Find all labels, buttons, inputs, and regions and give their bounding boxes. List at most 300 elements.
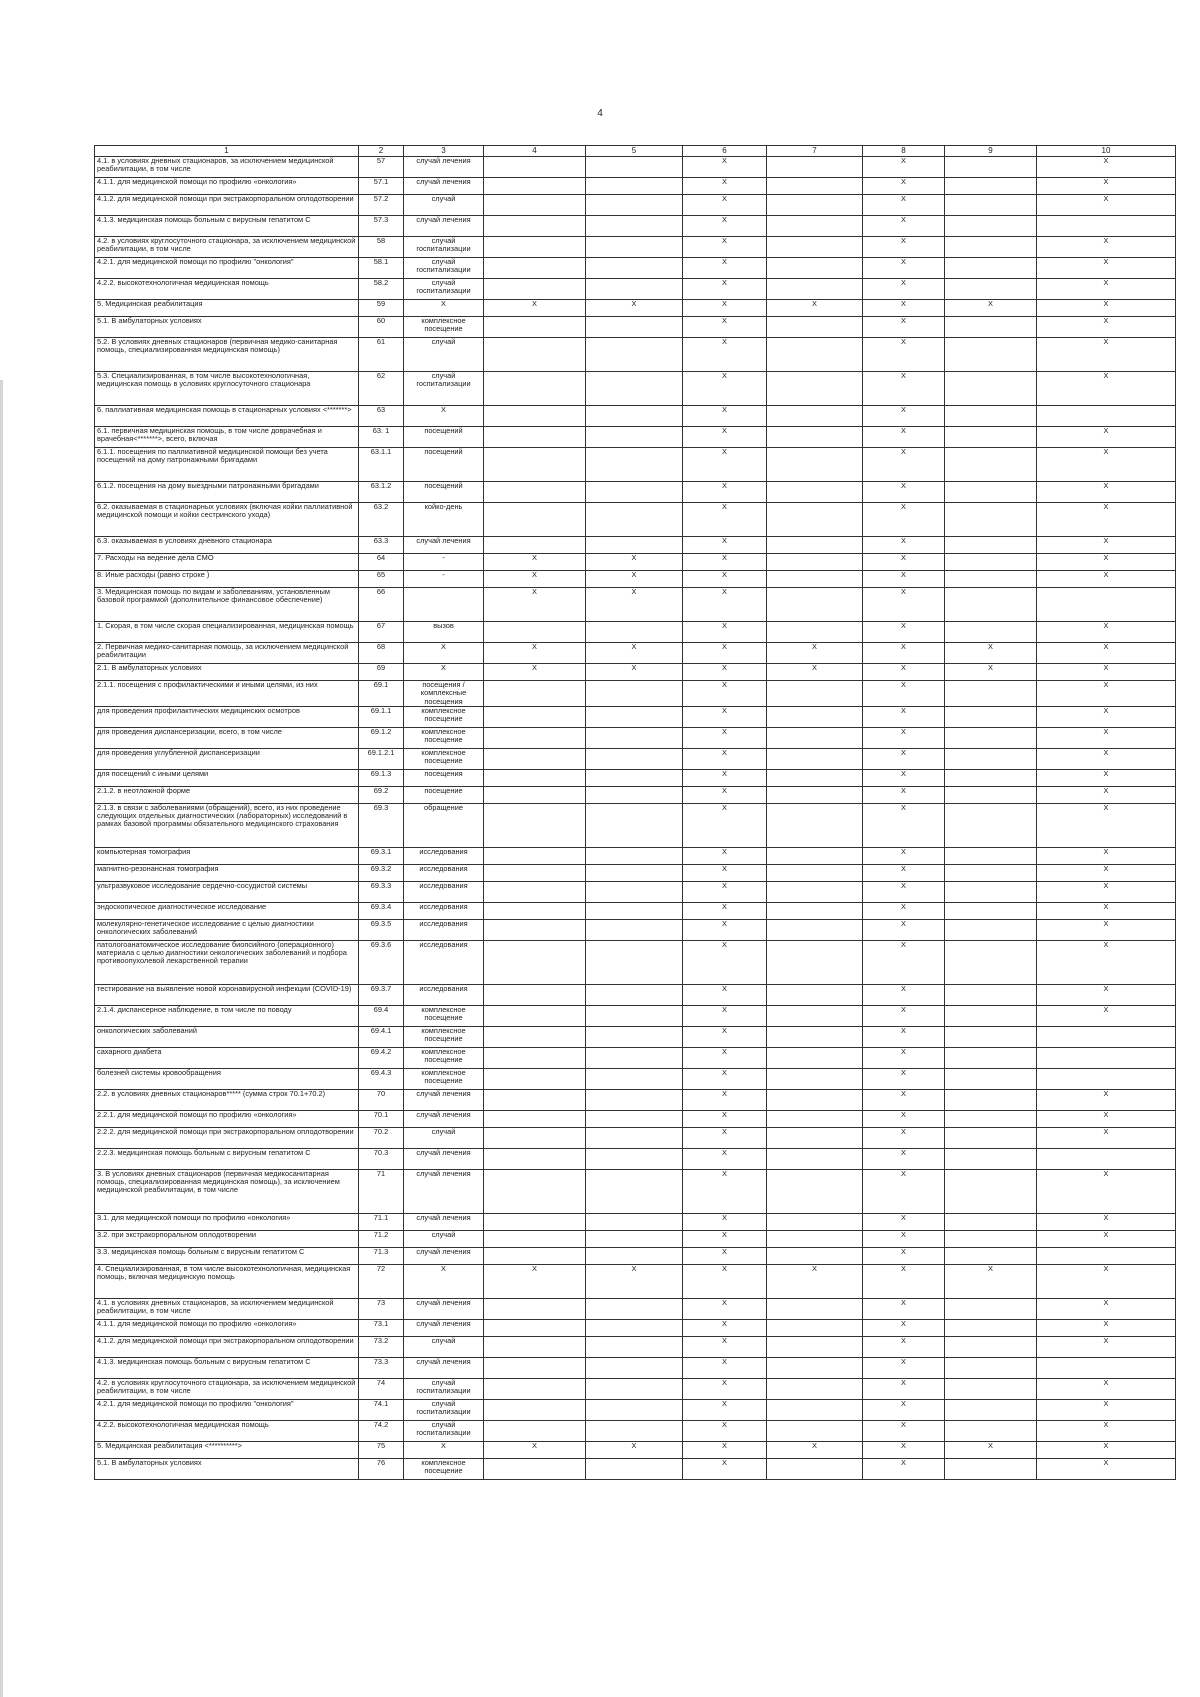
table-cell: посещений (404, 482, 484, 503)
table-cell: X (863, 902, 945, 919)
table-cell: X (683, 157, 767, 178)
table-cell: 74.2 (359, 1420, 404, 1441)
table-cell (484, 1005, 586, 1026)
table-cell: X (586, 300, 683, 317)
table-cell: X (863, 1399, 945, 1420)
table-cell: исследования (404, 902, 484, 919)
table-cell: X (1037, 195, 1176, 216)
table-cell (945, 178, 1037, 195)
table-cell: X (683, 1230, 767, 1247)
table-cell: X (683, 406, 767, 427)
table-cell: 5.1. В амбулаторных условиях (95, 1458, 359, 1479)
table-cell: случай госпитализации (404, 372, 484, 406)
table-cell (484, 748, 586, 769)
table-cell (767, 1230, 863, 1247)
table-cell: ультразвуковое исследование сердечно-сосудистой системы (95, 881, 359, 902)
table-cell: 4.1. в условиях дневных стационаров, за исключением медицинской реабилитации, в том числе (95, 157, 359, 178)
table-cell: 64 (359, 554, 404, 571)
table-cell (1037, 406, 1176, 427)
table-cell (945, 902, 1037, 919)
table-cell (945, 803, 1037, 847)
table-row (95, 984, 1176, 1005)
table-cell (945, 1319, 1037, 1336)
table-cell: X (863, 338, 945, 372)
table-cell: X (1037, 748, 1176, 769)
page-number: 4 (597, 108, 603, 119)
table-cell (1037, 1148, 1176, 1169)
table-cell: 4. Специализированная, в том числе высокотехнологичная, медицинская помощь, включая медицинскую помощь (95, 1264, 359, 1298)
table-cell: случай (404, 338, 484, 372)
table-cell (767, 1378, 863, 1399)
table-cell (767, 622, 863, 643)
table-cell (767, 427, 863, 448)
table-cell: 69.4.3 (359, 1068, 404, 1089)
table-cell: молекулярно-генетическое исследование с целью диагностики онкологических заболеваний (95, 919, 359, 940)
table-cell (586, 748, 683, 769)
table-cell (484, 727, 586, 748)
table-cell: тестирование на выявление новой коронавирусной инфекции (COVID-19) (95, 984, 359, 1005)
table-cell: X (1037, 300, 1176, 317)
table-cell: X (1037, 1213, 1176, 1230)
table-cell: X (1037, 919, 1176, 940)
table-cell: 4.1.1. для медицинской помощи по профилю «онкология» (95, 1319, 359, 1336)
table-cell (945, 1247, 1037, 1264)
table-cell (945, 881, 1037, 902)
table-cell: X (484, 588, 586, 622)
table-cell: X (945, 1441, 1037, 1458)
table-row (95, 195, 1176, 216)
table-cell (945, 338, 1037, 372)
table-row (95, 1420, 1176, 1441)
table-cell: 2.2.2. для медицинской помощи при экстракорпоральном оплодотворении (95, 1127, 359, 1148)
table-cell: X (683, 482, 767, 503)
table-row (95, 1247, 1176, 1264)
table-cell (586, 940, 683, 984)
table-cell: посещение (404, 786, 484, 803)
table-cell (1037, 1026, 1176, 1047)
table-cell: X (683, 748, 767, 769)
table-cell: 57 (359, 157, 404, 178)
table-cell (586, 537, 683, 554)
table-cell (484, 1089, 586, 1110)
table-cell: комплексное посещение (404, 1047, 484, 1068)
table-cell (767, 786, 863, 803)
table-cell (767, 1298, 863, 1319)
table-cell: 4.1. в условиях дневных стационаров, за исключением медицинской реабилитации, в том числе (95, 1298, 359, 1319)
table-cell: 5. Медицинская реабилитация (95, 300, 359, 317)
table-cell: X (1037, 372, 1176, 406)
table-cell (484, 1378, 586, 1399)
table-cell (767, 1089, 863, 1110)
table-cell: X (683, 216, 767, 237)
table-cell (767, 1047, 863, 1068)
table-cell (484, 786, 586, 803)
table-cell: X (683, 537, 767, 554)
table-cell: 5.2. В условиях дневных стационаров (первичная медико-санитарная помощь, специализированная медицинская помощь) (95, 338, 359, 372)
table-cell: X (1037, 258, 1176, 279)
table-cell: случай лечения (404, 537, 484, 554)
table-row (95, 1399, 1176, 1420)
table-cell (945, 1089, 1037, 1110)
table-row (95, 622, 1176, 643)
table-cell: X (863, 1336, 945, 1357)
table-cell: X (683, 864, 767, 881)
table-cell: X (1037, 1110, 1176, 1127)
table-cell (945, 706, 1037, 727)
table-cell (945, 1336, 1037, 1357)
table-cell: X (863, 622, 945, 643)
table-cell (767, 706, 863, 727)
table-cell: 69.1.3 (359, 769, 404, 786)
table-cell: 3.1. для медицинской помощи по профилю «онкология» (95, 1213, 359, 1230)
table-cell: X (586, 643, 683, 664)
table-cell: для посещений с иными целями (95, 769, 359, 786)
table-row (95, 1357, 1176, 1378)
table-cell: X (1037, 338, 1176, 372)
table-cell: 70.2 (359, 1127, 404, 1148)
table-cell (767, 448, 863, 482)
table-cell (586, 1068, 683, 1089)
table-cell (484, 279, 586, 300)
table-cell (945, 847, 1037, 864)
table-cell: X (767, 664, 863, 681)
table-cell (586, 1089, 683, 1110)
table-cell: 63.1.2 (359, 482, 404, 503)
table-cell (767, 1247, 863, 1264)
table-row (95, 1441, 1176, 1458)
table-cell: X (683, 1336, 767, 1357)
table-cell (484, 537, 586, 554)
table-cell: посещений (404, 448, 484, 482)
table-cell: исследования (404, 864, 484, 881)
table-cell: X (1037, 317, 1176, 338)
table-cell: X (484, 300, 586, 317)
table-cell: X (863, 482, 945, 503)
table-cell: 4.2.1. для медицинской помощи по профилю "онкология" (95, 1399, 359, 1420)
table-cell (767, 1026, 863, 1047)
table-cell (767, 588, 863, 622)
table-cell: X (1037, 727, 1176, 748)
table-cell: X (863, 769, 945, 786)
table-cell: случай лечения (404, 1213, 484, 1230)
table-cell (484, 1319, 586, 1336)
table-cell (945, 1298, 1037, 1319)
table-cell: X (863, 372, 945, 406)
table-cell (586, 482, 683, 503)
table-cell (586, 881, 683, 902)
table-cell (484, 1230, 586, 1247)
table-cell: X (945, 664, 1037, 681)
table-cell: случай госпитализации (404, 258, 484, 279)
table-cell (767, 1336, 863, 1357)
table-cell (586, 1357, 683, 1378)
table-cell: X (683, 727, 767, 748)
table-cell: 2.2.3. медицинская помощь больным с вирусным гепатитом С (95, 1148, 359, 1169)
table-cell (484, 622, 586, 643)
table-cell: случай лечения (404, 1110, 484, 1127)
table-cell (945, 195, 1037, 216)
table-cell (586, 317, 683, 338)
table-cell: X (863, 1005, 945, 1026)
table-cell: X (863, 1420, 945, 1441)
table-cell: 66 (359, 588, 404, 622)
table-row (95, 427, 1176, 448)
table-cell: случай (404, 1230, 484, 1247)
table-row (95, 1127, 1176, 1148)
table-cell: X (863, 1047, 945, 1068)
table-cell (586, 1047, 683, 1068)
table-cell (767, 406, 863, 427)
table-cell: X (945, 1264, 1037, 1298)
table-row (95, 237, 1176, 258)
table-cell (586, 1458, 683, 1479)
table-cell (945, 786, 1037, 803)
table-cell: X (863, 664, 945, 681)
table-cell: посещения / комплексные посещения (404, 681, 484, 707)
table-cell (767, 1357, 863, 1378)
table-cell: 2.1.4. диспансерное наблюдение, в том числе по поводу (95, 1005, 359, 1026)
table-cell: для проведения углубленной диспансеризации (95, 748, 359, 769)
table-row (95, 157, 1176, 178)
table-cell (404, 588, 484, 622)
table-cell: 58 (359, 237, 404, 258)
table-cell: случай (404, 1127, 484, 1148)
table-cell: 69.3.2 (359, 864, 404, 881)
table-cell: 69.4.2 (359, 1047, 404, 1068)
table-cell: X (404, 664, 484, 681)
column-header: 4 (484, 146, 586, 157)
table-cell (484, 681, 586, 707)
table-cell: X (863, 786, 945, 803)
table-cell: X (767, 300, 863, 317)
table-cell: X (863, 1247, 945, 1264)
table-cell: 69.1.2.1 (359, 748, 404, 769)
table-cell: X (1037, 1319, 1176, 1336)
table-cell (767, 317, 863, 338)
table-cell: X (683, 427, 767, 448)
table-cell (945, 1378, 1037, 1399)
table-row (95, 881, 1176, 902)
table-cell: X (1037, 279, 1176, 300)
table-cell (945, 448, 1037, 482)
table-row (95, 406, 1176, 427)
table-cell (586, 864, 683, 881)
table-cell: X (1037, 448, 1176, 482)
table-cell: 3. В условиях дневных стационаров (первичная медикосанитарная помощь, специализированная медицинская помощь), за исключением медицинской реабилитации, в том числе (95, 1169, 359, 1213)
table-cell (484, 258, 586, 279)
table-row (95, 1230, 1176, 1247)
table-cell: X (1037, 1336, 1176, 1357)
table-cell: случай лечения (404, 1089, 484, 1110)
table-cell (484, 1298, 586, 1319)
table-cell: X (1037, 1169, 1176, 1213)
table-cell (484, 178, 586, 195)
table-cell: 6. паллиативная медицинская помощь в стационарных условиях <*******> (95, 406, 359, 427)
table-cell (586, 178, 683, 195)
table-cell (586, 681, 683, 707)
table-cell: X (683, 372, 767, 406)
table-cell: 61 (359, 338, 404, 372)
table-cell: эндоскопическое диагностическое исследование (95, 902, 359, 919)
table-cell: X (1037, 664, 1176, 681)
table-row (95, 769, 1176, 786)
table-cell: X (683, 1047, 767, 1068)
table-cell: X (863, 237, 945, 258)
table-cell (767, 258, 863, 279)
table-cell: X (863, 279, 945, 300)
table-cell: комплексное посещение (404, 727, 484, 748)
table-cell (586, 1298, 683, 1319)
table-cell: - (404, 554, 484, 571)
table-cell: магнитно-резонансная томография (95, 864, 359, 881)
table-cell (767, 748, 863, 769)
table-cell: X (945, 643, 1037, 664)
table-cell (484, 216, 586, 237)
table-row (95, 681, 1176, 707)
table-cell (484, 902, 586, 919)
table-cell (586, 727, 683, 748)
table-cell (945, 372, 1037, 406)
table-cell: X (863, 503, 945, 537)
table-cell: 57.2 (359, 195, 404, 216)
table-cell: X (1037, 237, 1176, 258)
table-cell: 69.3.6 (359, 940, 404, 984)
column-header: 2 (359, 146, 404, 157)
table-cell (484, 803, 586, 847)
table-cell: X (863, 727, 945, 748)
table-cell (767, 864, 863, 881)
table-cell: 70.3 (359, 1148, 404, 1169)
table-cell: X (484, 643, 586, 664)
table-cell: X (683, 1213, 767, 1230)
table-cell: X (863, 1213, 945, 1230)
table-cell (484, 1247, 586, 1264)
table-cell (484, 317, 586, 338)
table-cell (767, 216, 863, 237)
table-row (95, 803, 1176, 847)
table-cell (945, 1230, 1037, 1247)
table-cell (945, 317, 1037, 338)
table-row (95, 537, 1176, 554)
table-cell: X (863, 748, 945, 769)
table-cell: X (863, 1089, 945, 1110)
table-cell (767, 1005, 863, 1026)
table-cell: X (586, 571, 683, 588)
table-cell: 63.2 (359, 503, 404, 537)
table-cell (484, 881, 586, 902)
table-cell (484, 1213, 586, 1230)
table-cell: 69.1 (359, 681, 404, 707)
table-row (95, 571, 1176, 588)
table-row (95, 1110, 1176, 1127)
table-cell (484, 706, 586, 727)
table-cell (767, 338, 863, 372)
table-cell: X (683, 258, 767, 279)
table-cell: случай лечения (404, 1298, 484, 1319)
table-cell (586, 1378, 683, 1399)
table-cell: исследования (404, 919, 484, 940)
table-cell (945, 1068, 1037, 1089)
table-cell: X (683, 881, 767, 902)
table-cell: исследования (404, 940, 484, 984)
table-cell: X (1037, 554, 1176, 571)
table-cell: X (863, 1068, 945, 1089)
table-cell (484, 1169, 586, 1213)
table-cell (1037, 1357, 1176, 1378)
table-row (95, 300, 1176, 317)
table-cell: 6.3. оказываемая в условиях дневного стационара (95, 537, 359, 554)
table-cell (484, 1127, 586, 1148)
table-cell (767, 1169, 863, 1213)
table-cell: 69.3.1 (359, 847, 404, 864)
table-cell (484, 1420, 586, 1441)
table-row (95, 1378, 1176, 1399)
table-cell: 4.2.2. высокотехнологичная медицинская помощь (95, 279, 359, 300)
table-cell: X (863, 1169, 945, 1213)
table-cell (586, 847, 683, 864)
table-cell: 73.3 (359, 1357, 404, 1378)
table-cell: 71.3 (359, 1247, 404, 1264)
table-cell: случай госпитализации (404, 279, 484, 300)
table-cell: случай лечения (404, 1319, 484, 1336)
table-cell: X (945, 300, 1037, 317)
table-cell: X (683, 1005, 767, 1026)
table-cell: 2.1. В амбулаторных условиях (95, 664, 359, 681)
table-cell: X (404, 406, 484, 427)
table-row (95, 864, 1176, 881)
table-cell (767, 1399, 863, 1420)
table-cell: X (863, 1298, 945, 1319)
table-cell (586, 503, 683, 537)
table-cell: X (863, 588, 945, 622)
table-cell (767, 1319, 863, 1336)
table-cell: X (863, 706, 945, 727)
table-cell: X (683, 178, 767, 195)
table-cell: случай госпитализации (404, 1399, 484, 1420)
table-cell: 2.1.2. в неотложной форме (95, 786, 359, 803)
table-cell: патологоанатомическое исследование биопсийного (операционного) материала с целью диагностики онкологических заболеваний и подбора противоопухолевой лекарственной терапии (95, 940, 359, 984)
table-cell: 74.1 (359, 1399, 404, 1420)
table-cell (1037, 588, 1176, 622)
scan-edge-shadow (0, 380, 3, 1697)
table-cell: X (683, 622, 767, 643)
table-cell: X (1037, 769, 1176, 786)
table-cell (767, 681, 863, 707)
table-cell (945, 537, 1037, 554)
table-cell (484, 1336, 586, 1357)
table-cell: X (863, 681, 945, 707)
table-cell: X (1037, 157, 1176, 178)
table-cell: исследования (404, 984, 484, 1005)
table-row (95, 1005, 1176, 1026)
table-cell: X (683, 1089, 767, 1110)
table-cell (945, 258, 1037, 279)
table-cell: 6.1.2. посещения на дому выездными патронажными бригадами (95, 482, 359, 503)
table-row (95, 1458, 1176, 1479)
table-cell: комплексное посещение (404, 706, 484, 727)
table-cell: 69.4 (359, 1005, 404, 1026)
table-cell: X (683, 1298, 767, 1319)
table-cell: 8. Иные расходы (равно строке ) (95, 571, 359, 588)
table-cell: случай лечения (404, 216, 484, 237)
table-cell: X (683, 317, 767, 338)
table-cell (767, 984, 863, 1005)
table-row (95, 940, 1176, 984)
table-cell: X (683, 1264, 767, 1298)
table-cell: X (683, 643, 767, 664)
table-cell (767, 769, 863, 786)
table-cell: сахарного диабета (95, 1047, 359, 1068)
